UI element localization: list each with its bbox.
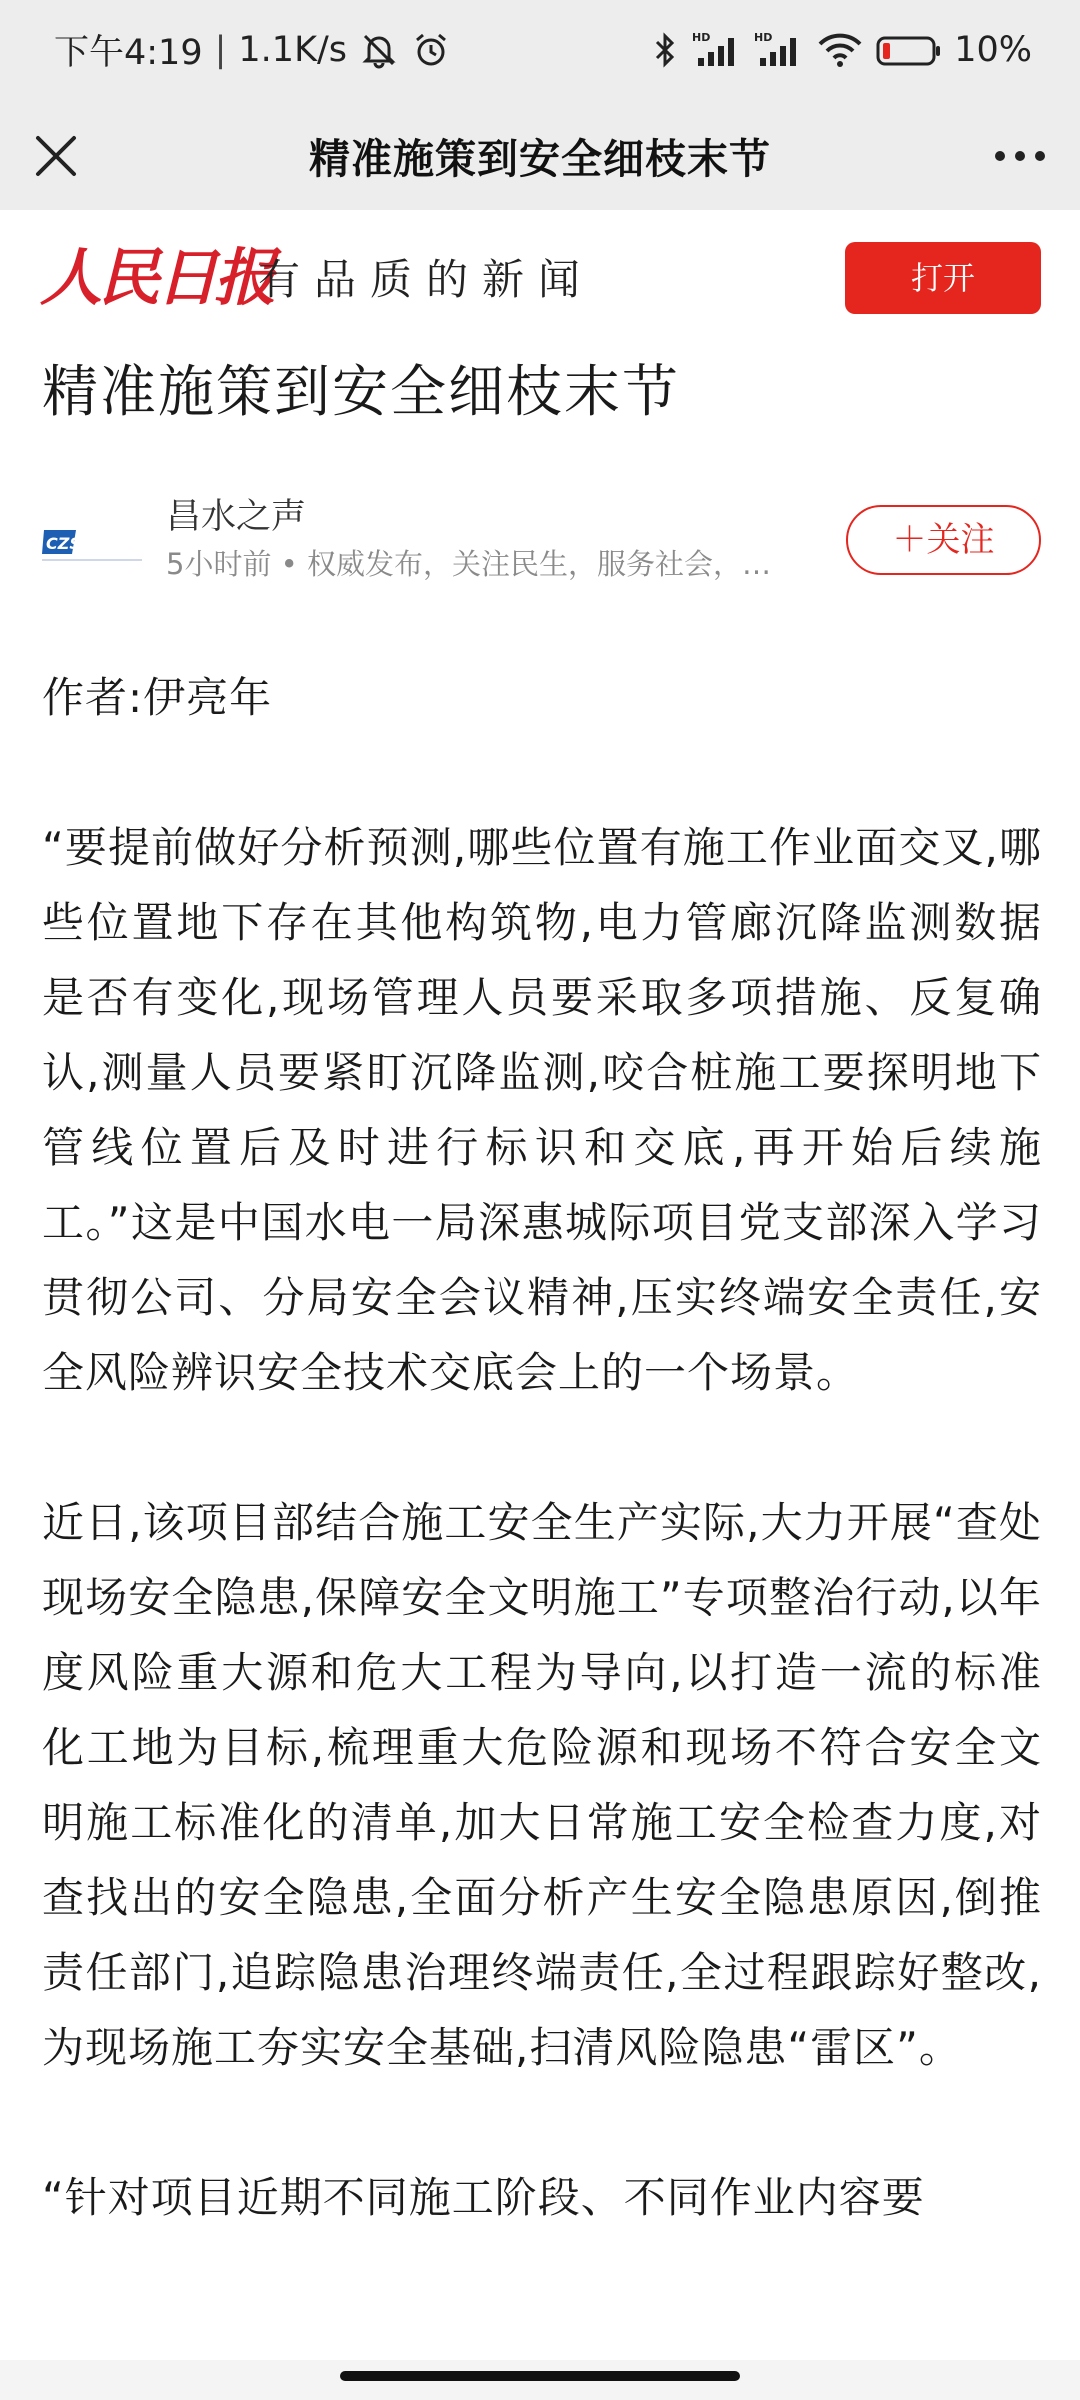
open-app-button[interactable]: 打开 [845, 242, 1041, 314]
hd-signal-icon-1 [692, 30, 742, 70]
gesture-handle[interactable] [340, 2371, 740, 2381]
network-speed: 1.1K/s [238, 30, 348, 70]
source-meta: 5小时前 • 权威发布，关注民生，服务社会，… [166, 547, 771, 581]
source-name[interactable]: 昌水之声 [166, 497, 307, 537]
svg-text:HD: HD [692, 31, 711, 44]
status-bar-left [54, 25, 451, 75]
brand-banner [0, 210, 1080, 346]
bluetooth-icon [650, 30, 680, 70]
peoples-daily-logo: 人民日报 [40, 241, 273, 314]
status-time: 下午4:19 [54, 33, 203, 73]
battery-icon [876, 32, 942, 68]
status-bar [0, 0, 1080, 100]
page-title: 精准施策到安全细枝末节 [309, 134, 771, 183]
more-options-button[interactable] [988, 128, 1052, 184]
svg-text:HD: HD [754, 31, 773, 44]
article-title: 精准施策到安全细枝末节 [42, 360, 680, 425]
paragraph-1: “要提前做好分析预测,哪些位置有施工作业面交叉,哪些位置地下存在其他构筑物,电力管廊沉降监测数据是否有变化,现场管理人员要采取多项措施、反复确认,测量人员要紧盯沉降监测,咬合桩施工要探明地下管线位置后及时进行标识和交底,再开始后续施工。”这是中国水电一局深惠城际项目党支部深入学习贯彻公司、分局安全会议精神,压实终端安全责任,安全风险辨识安全技术交底会上的一个场景。 [42, 823, 1042, 1397]
more-dots-icon [993, 149, 1047, 163]
mute-bell-icon [359, 30, 399, 70]
brand-slogan: 有品质的新闻 [258, 255, 595, 304]
wifi-icon [816, 30, 864, 70]
close-icon [34, 134, 78, 178]
status-separator: | [214, 30, 227, 70]
article-author: 作者:伊亮年 [42, 673, 273, 722]
source-logo-text: CZS 昌水之 [46, 534, 135, 553]
close-button[interactable] [28, 128, 84, 184]
follow-button[interactable]: ＋关注 [846, 505, 1041, 575]
paragraph-3: “针对项目近期不同施工阶段、不同作业内容要 [42, 2173, 925, 2222]
status-bar-right [650, 30, 1032, 70]
source-row [0, 480, 1080, 600]
source-logo[interactable] [42, 520, 142, 564]
battery-level: 10% [954, 30, 1032, 70]
alarm-clock-icon [411, 30, 451, 70]
article-body [42, 660, 1042, 2310]
hd-signal-icon-2 [754, 30, 804, 70]
paragraph-2: 近日,该项目部结合施工安全生产实际,大力开展“查处现场安全隐患,保障安全文明施工”专项整治行动,以年度风险重大源和危大工程为导向,以打造一流的标准化工地为目标,梳理重大危险源和现场不符合安全文明施工标准化的清单,加大日常施工安全检查力度,对查找出的安全隐患,全面分析产生安全隐患原因,倒推责任部门,追踪隐患治理终端责任,全过程跟踪好整改,为现场施工夯实安全基础,扫清风险隐患“雷区”。 [42, 1498, 1042, 2072]
title-bar [0, 100, 1080, 210]
